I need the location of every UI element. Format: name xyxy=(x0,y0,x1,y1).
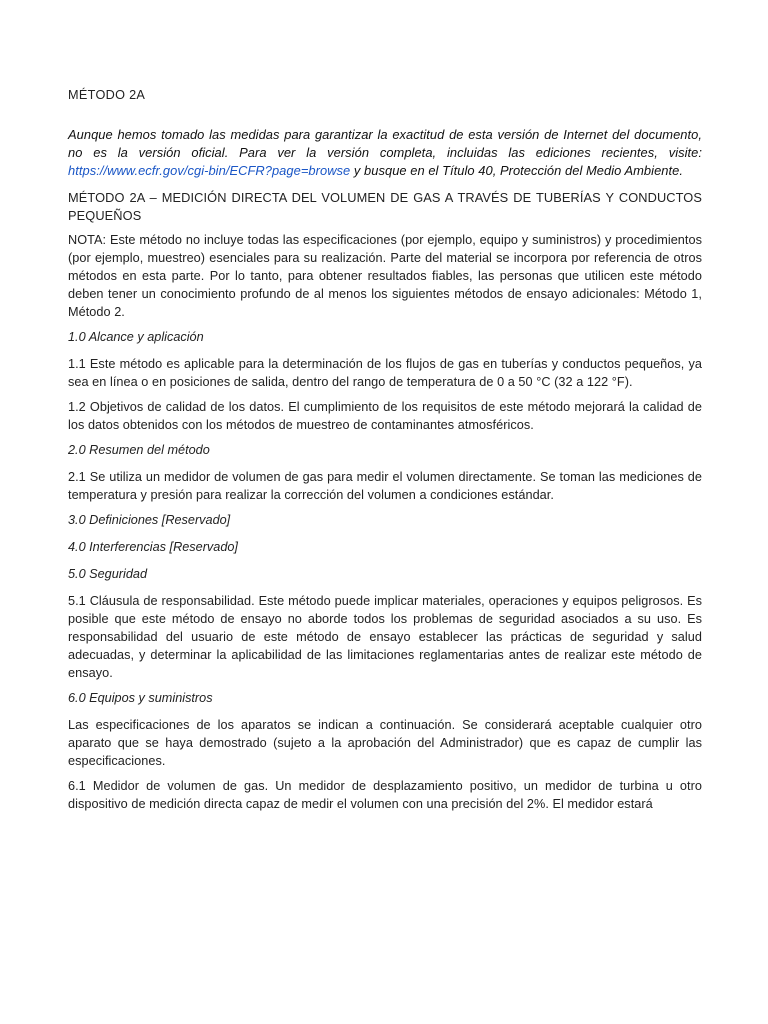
section-4-heading: 4.0 Interferencias [Reservado] xyxy=(68,539,238,554)
paragraph-1-1: 1.1 Este método es aplicable para la determinación de los flujos de gas en tuberías y conductos pequeños, ya sea en línea o en posiciones de salida, dentro del rango de temperatura de 0 a 50 °C (32 a 122 °F). xyxy=(68,356,702,389)
paragraph-6-intro: Las especificaciones de los aparatos se indican a continuación. Se considerará aceptable cualquier otro aparato que se haya demostrado (sujeto a la aprobación del Administrador) que es capaz de cumplir las especificaciones. xyxy=(68,717,702,768)
document-page xyxy=(68,86,702,820)
disclaimer-text-end: y busque en el Título 40, Protección del Medio Ambiente. xyxy=(350,163,683,179)
paragraph-2-1: 2.1 Se utiliza un medidor de volumen de gas para medir el volumen directamente. Se toman las mediciones de temperatura y presión para realizar la corrección del volumen a condiciones estándar. xyxy=(68,469,702,502)
disclaimer-paragraph xyxy=(68,126,702,181)
disclaimer-text: Aunque hemos tomado las medidas para garantizar la exactitud de esta versión de Internet del documento, no es la versión oficial. Para ver la versión completa, incluidas las ediciones recientes, visite: xyxy=(68,127,702,161)
note-paragraph: NOTA: Este método no incluye todas las especificaciones (por ejemplo, equipo y suministros) y procedimientos (por ejemplo, muestreo) esenciales para su realización. Parte del material se incorpora por referencia de otros métodos en esta parte. Por lo tanto, para obtener resultados fiables, las personas que utilicen este método deben tener un conocimiento profundo de al menos los siguientes métodos de ensayo adicionales: Método 1, Método 2. xyxy=(68,232,702,319)
paragraph-1-2: 1.2 Objetivos de calidad de los datos. El cumplimiento de los requisitos de este método mejorará la calidad de los datos obtenidos con los métodos de muestreo de contaminantes atmosféricos. xyxy=(68,399,702,432)
main-heading: MÉTODO 2A – MEDICIÓN DIRECTA DEL VOLUMEN DE GAS A TRAVÉS DE TUBERÍAS Y CONDUCTOS PEQUEÑOS xyxy=(68,189,702,223)
paragraph-5-1: 5.1 Cláusula de responsabilidad. Este método puede implicar materiales, operaciones y equipos peligrosos. Es posible que este método de ensayo no aborde todos los problemas de seguridad asociados a su uso. Es responsabilidad del usuario de este método de ensayo establecer las prácticas de seguridad y salud adecuadas, y determinar la aplicabilidad de las limitaciones reglamentarias antes de realizar este método de ensayo. xyxy=(68,593,702,680)
paragraph-6-1: 6.1 Medidor de volumen de gas. Un medidor de desplazamiento positivo, un medidor de turbina u otro dispositivo de medición directa capaz de medir el volumen con una precisión del 2%. El medidor estará xyxy=(68,778,702,811)
section-2-heading: 2.0 Resumen del método xyxy=(68,442,210,457)
section-6-heading: 6.0 Equipos y suministros xyxy=(68,690,213,705)
section-3-heading: 3.0 Definiciones [Reservado] xyxy=(68,512,231,527)
section-1-heading: 1.0 Alcance y aplicación xyxy=(68,329,204,344)
ecfr-link[interactable]: https://www.ecfr.gov/cgi-bin/ECFR?page=browse xyxy=(68,163,351,179)
section-5-heading: 5.0 Seguridad xyxy=(68,566,148,581)
document-title: MÉTODO 2A xyxy=(68,88,146,102)
